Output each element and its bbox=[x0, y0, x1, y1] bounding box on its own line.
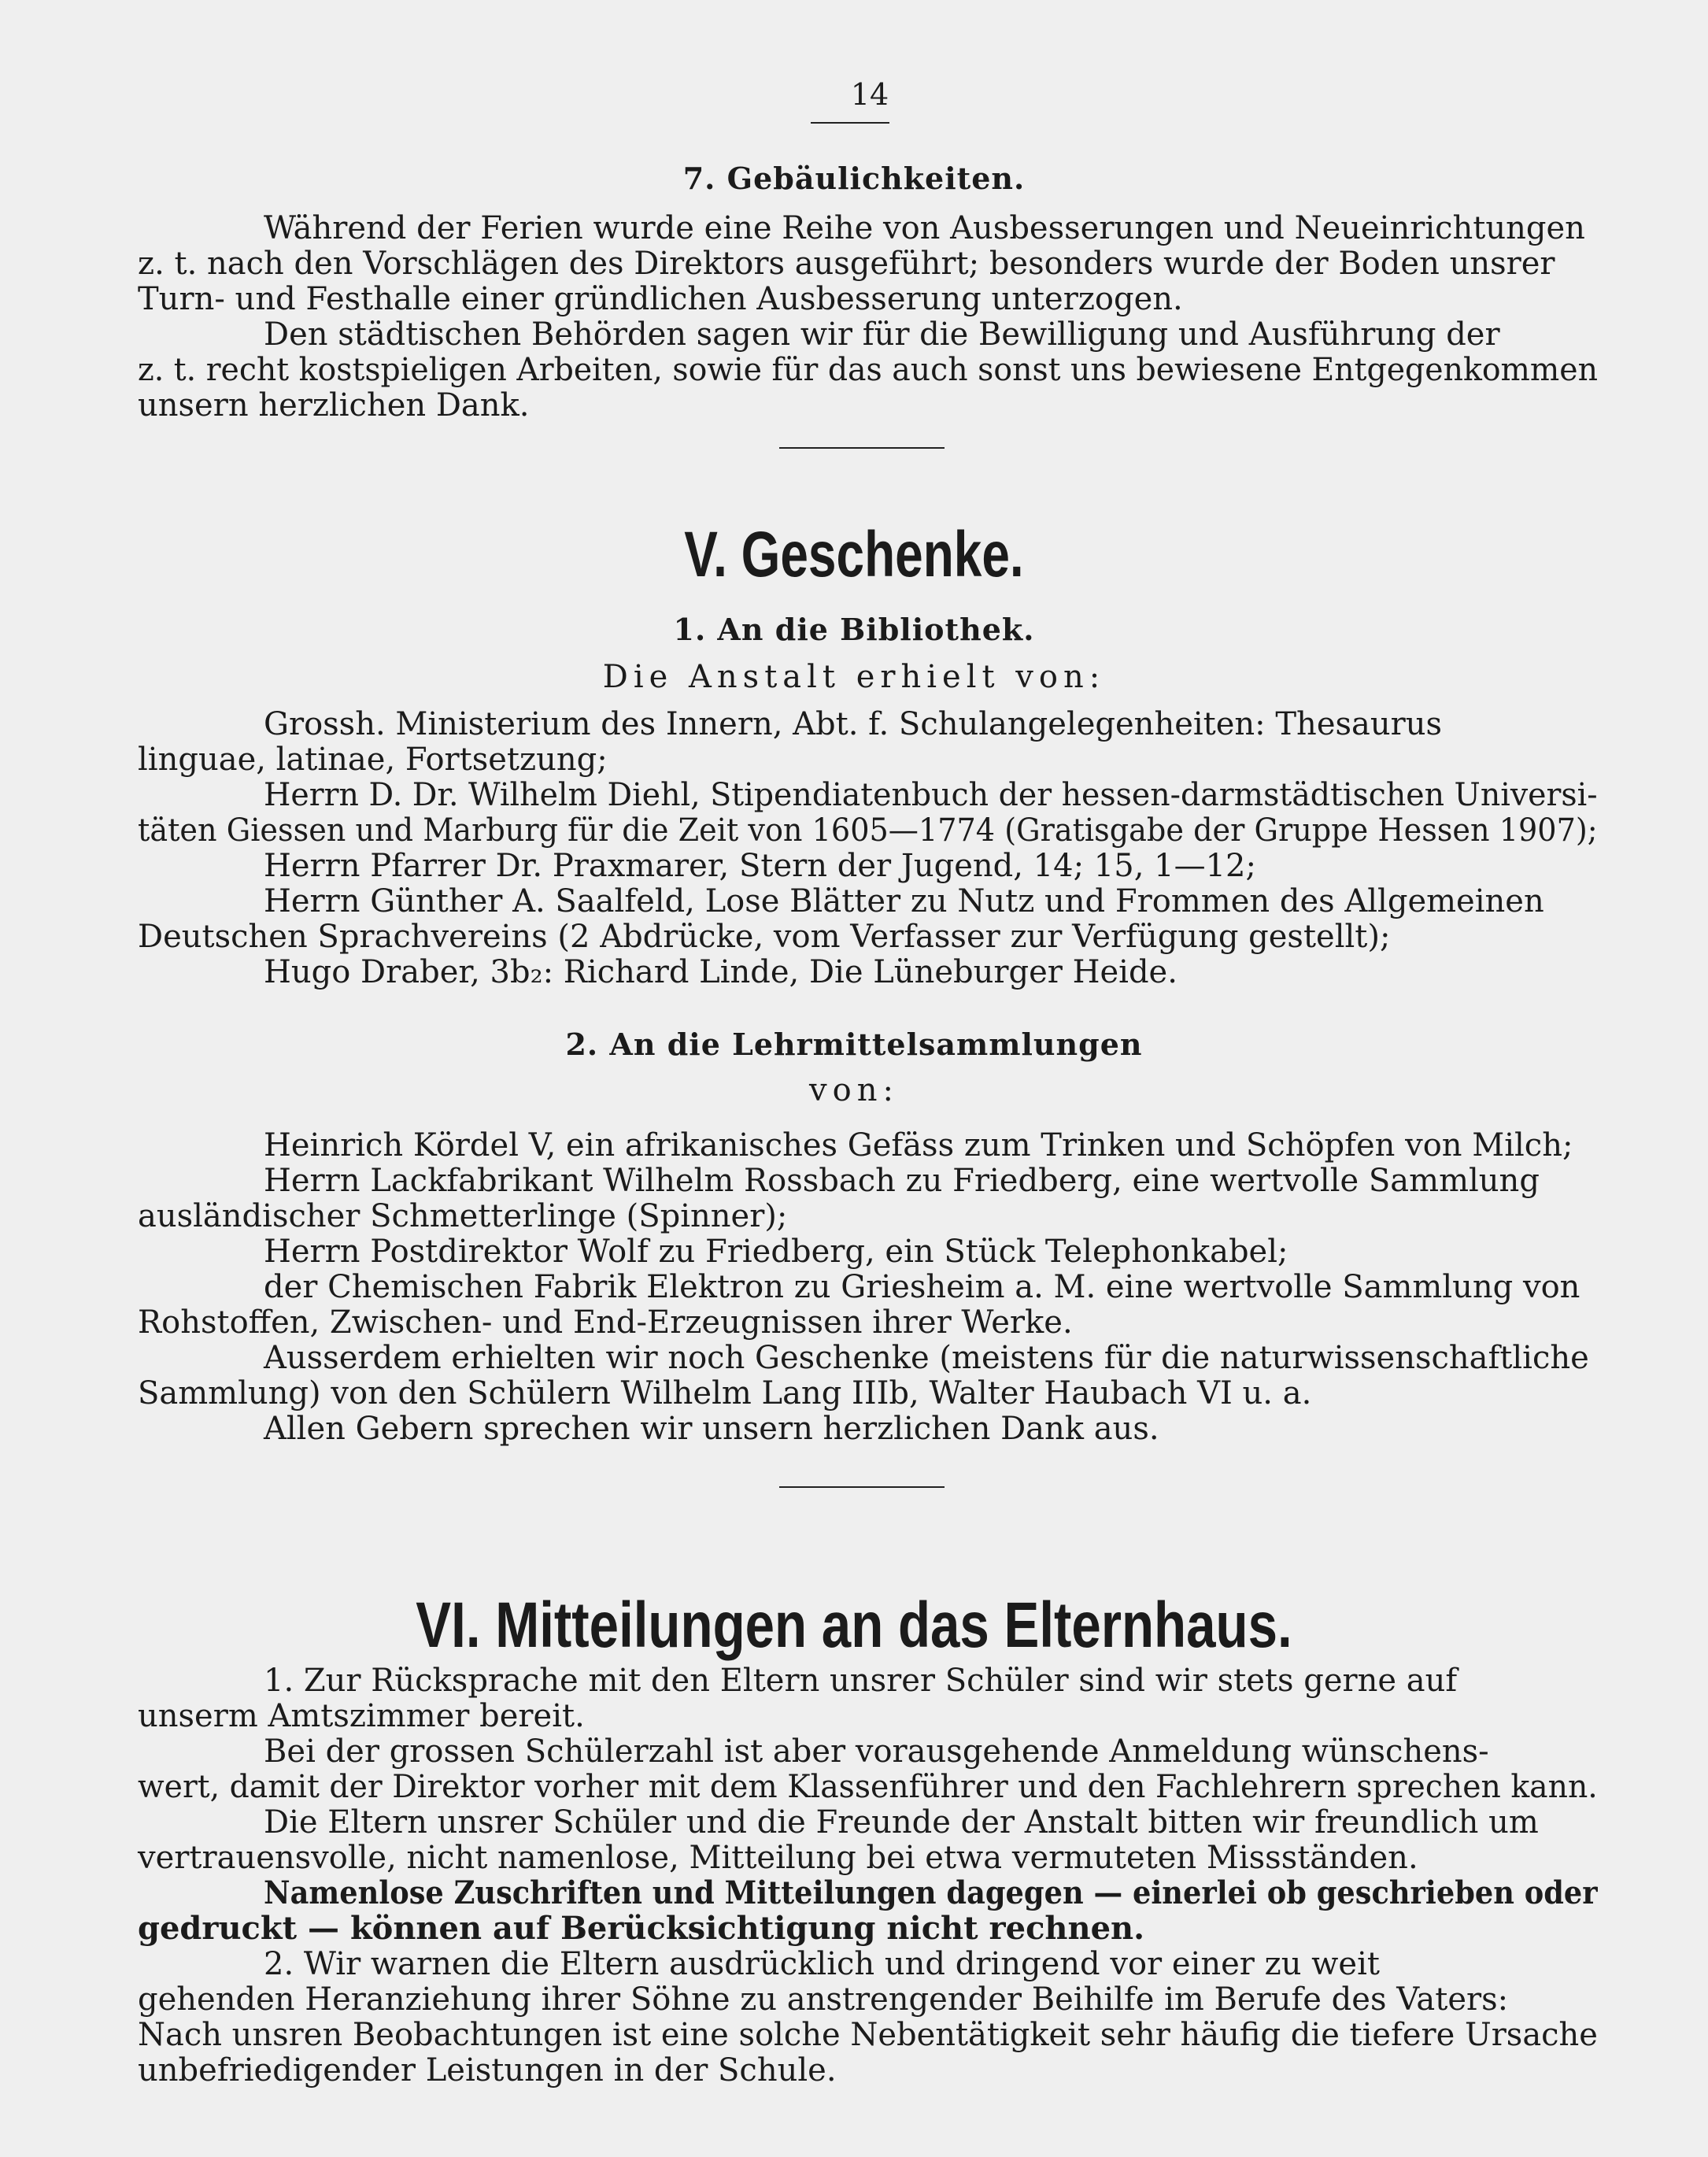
text-line: Herrn D. Dr. Wilhelm Diehl, Stipendiatenbuch der hessen-darmstädtischen Universi- bbox=[264, 777, 1598, 813]
text-line: linguae, latinae, Fortsetzung; bbox=[138, 742, 608, 778]
text-line: Sammlung) von den Schülern Wilhelm Lang IIIb, Walter Haubach VI u. a. bbox=[138, 1375, 1312, 1411]
text-line: ausländischer Schmetterlinge (Spinner); bbox=[138, 1198, 788, 1234]
chapter-title-geschenke: V. Geschenke. bbox=[684, 519, 1024, 590]
text-line: Bei der grossen Schülerzahl ist aber vorausgehende Anmeldung wünschens- bbox=[264, 1733, 1489, 1770]
text-line: Die Anstalt erhielt von: bbox=[602, 659, 1106, 695]
text-line: Den städtischen Behörden sagen wir für die Bewilligung und Ausführung der bbox=[264, 316, 1500, 353]
text-line: Die Eltern unsrer Schüler und die Freunde der Anstalt bitten wir freundlich um bbox=[264, 1804, 1539, 1841]
text-line-emphasis: gedruckt — können auf Berücksichtigung nicht rechnen. bbox=[138, 1910, 1145, 1947]
text-line: unserm Amtszimmer bereit. bbox=[138, 1698, 585, 1734]
text-line: Heinrich Kördel V, ein afrikanisches Gefäss zum Trinken und Schöpfen von Milch; bbox=[264, 1127, 1573, 1164]
page-number-rule bbox=[811, 122, 889, 124]
text-line: der Chemischen Fabrik Elektron zu Griesheim a. M. eine wertvolle Sammlung von bbox=[264, 1269, 1580, 1305]
text-line: unbefriedigender Leistungen in der Schule. bbox=[138, 2052, 837, 2089]
text-line: Deutschen Sprachvereins (2 Abdrücke, vom Verfasser zur Verfügung gestellt); bbox=[138, 919, 1391, 955]
subsection-heading-bibliothek: 1. An die Bibliothek. bbox=[673, 612, 1035, 647]
text-line: gehenden Heranziehung ihrer Söhne zu anstrengender Beihilfe im Berufe des Vaters: bbox=[138, 1981, 1509, 2018]
text-line: Herrn Postdirektor Wolf zu Friedberg, ein Stück Telephonkabel; bbox=[264, 1234, 1288, 1270]
text-line-emphasis: Namenlose Zuschriften und Mitteilungen dagegen — einerlei ob geschrieben oder bbox=[264, 1874, 1598, 1911]
text-line: z. t. nach den Vorschlägen des Direktors ausgeführt; besonders wurde der Boden unsrer bbox=[138, 246, 1555, 282]
text-line: z. t. recht kostspieligen Arbeiten, sowie für das auch sonst uns bewiesene Entgegenkommen bbox=[138, 352, 1598, 388]
text-line: 2. Wir warnen die Eltern ausdrücklich und dringend vor einer zu weit bbox=[264, 1946, 1380, 1982]
subsection-heading-lehrmittel: 2. An die Lehrmittelsammlungen bbox=[565, 1027, 1143, 1062]
text-line: 1. Zur Rücksprache mit den Eltern unsrer Schüler sind wir stets gerne auf bbox=[264, 1663, 1458, 1699]
text-line: wert, damit der Direktor vorher mit dem Klassenführer und den Fachlehrern sprechen kann. bbox=[138, 1769, 1598, 1805]
section-heading-gebaeulichkeiten: 7. Gebäulichkeiten. bbox=[682, 161, 1026, 196]
text-line: von: bbox=[809, 1072, 899, 1108]
text-line: Grossh. Ministerium des Innern, Abt. f. Schulangelegenheiten: Thesaurus bbox=[264, 706, 1443, 742]
text-line: Herrn Pfarrer Dr. Praxmarer, Stern der Jugend, 14; 15, 1—12; bbox=[264, 848, 1256, 884]
text-line: Nach unsren Beobachtungen ist eine solche Nebentätigkeit sehr häufig die tiefere Ursache bbox=[138, 2017, 1598, 2053]
text-line: unsern herzlichen Dank. bbox=[138, 387, 530, 424]
text-line: Während der Ferien wurde eine Reihe von Ausbesserungen und Neueinrichtungen bbox=[264, 210, 1585, 246]
section-divider bbox=[779, 1486, 945, 1488]
text-line: Herrn Günther A. Saalfeld, Lose Blätter zu Nutz und Frommen des Allgemeinen bbox=[264, 883, 1544, 919]
text-line: Hugo Draber, 3b₂: Richard Linde, Die Lüneburger Heide. bbox=[264, 954, 1177, 990]
section-divider bbox=[779, 447, 945, 449]
text-line: Rohstoffen, Zwischen- und End-Erzeugnissen ihrer Werke. bbox=[138, 1304, 1073, 1341]
text-line: Herrn Lackfabrikant Wilhelm Rossbach zu Friedberg, eine wertvolle Sammlung bbox=[264, 1163, 1540, 1199]
text-line: täten Giessen und Marburg für die Zeit von 1605—1774 (Gratisgabe der Gruppe Hessen 1907); bbox=[138, 812, 1598, 849]
text-line: Allen Gebern sprechen wir unsern herzlichen Dank aus. bbox=[264, 1411, 1159, 1447]
chapter-title-mitteilungen: VI. Mitteilungen an das Elternhaus. bbox=[416, 1589, 1292, 1661]
text-line: Ausserdem erhielten wir noch Geschenke (meistens für die naturwissenschaftliche bbox=[264, 1340, 1589, 1376]
text-line: vertrauensvolle, nicht namenlose, Mitteilung bei etwa vermuteten Missständen. bbox=[138, 1840, 1418, 1876]
text-line: Turn- und Festhalle einer gründlichen Ausbesserung unterzogen. bbox=[138, 281, 1183, 317]
page-number: 14 bbox=[850, 77, 889, 112]
